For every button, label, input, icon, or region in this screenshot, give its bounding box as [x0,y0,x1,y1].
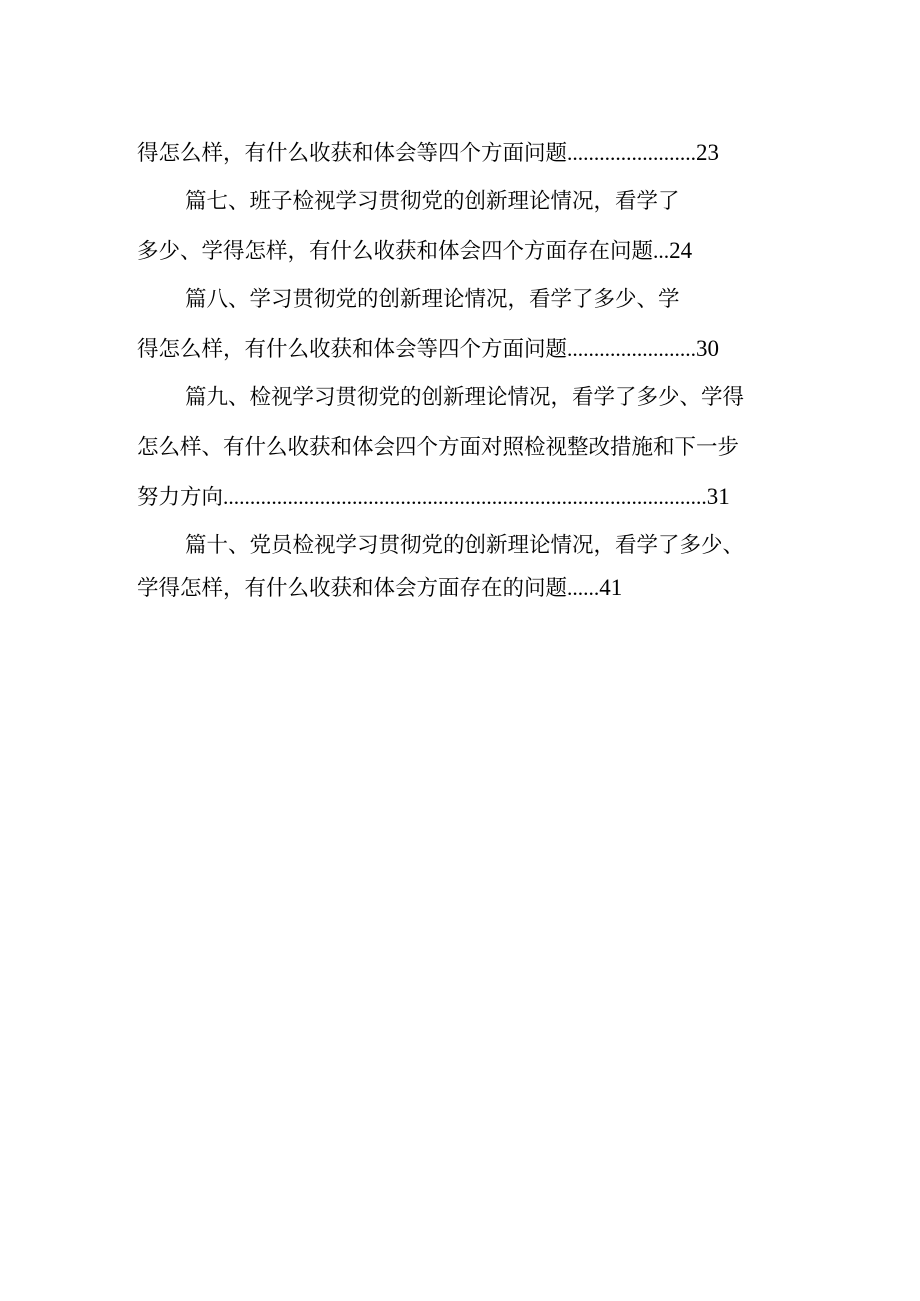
toc-leader-dots: ... [653,239,670,263]
toc-line-text: 努力方向 [137,485,224,510]
toc-page-number: 24 [669,238,693,263]
toc-line [137,133,719,173]
toc-entry-title[interactable] [185,378,744,418]
toc-page-number: 31 [706,484,730,509]
toc-entry-title[interactable] [185,280,680,320]
toc-line-text: 得怎么样，有什么收获和体会等四个方面问题 [137,337,568,362]
toc-line-text: 篇十、党员检视学习贯彻党的创新理论情况，看学了多少、 [185,533,745,558]
toc-line-text: 篇七、班子检视学习贯彻党的创新理论情况，看学了 [185,189,680,214]
toc-line [137,428,739,468]
toc-line [137,231,692,271]
toc-page-number: 41 [599,575,623,600]
toc-entry-title[interactable] [185,526,744,566]
toc-leader-dots: .......................................................................................... [223,485,707,509]
toc-leader-dots: ...... [567,576,600,600]
toc-page-number: 23 [696,140,720,165]
toc-line-text: 多少、学得怎样，有什么收获和体会四个方面存在问题 [137,239,654,264]
toc-leader-dots: ........................ [567,141,697,165]
toc-leader-dots: ........................ [567,337,697,361]
toc-line-text: 得怎么样，有什么收获和体会等四个方面问题 [137,141,568,166]
toc-line-text: 篇八、学习贯彻党的创新理论情况，看学了多少、学 [185,287,680,312]
toc-line [137,477,730,517]
toc-line-text: 篇九、检视学习贯彻党的创新理论情况，看学了多少、学得 [185,385,745,410]
toc-line [137,568,622,608]
toc-line-text: 学得怎样，有什么收获和体会方面存在的问题 [137,576,568,601]
toc-entry-title[interactable] [185,182,680,222]
toc-page-number: 30 [696,336,720,361]
toc-line [137,329,719,369]
toc-line-text: 怎么样、有什么收获和体会四个方面对照检视整改措施和下一步 [137,435,740,460]
